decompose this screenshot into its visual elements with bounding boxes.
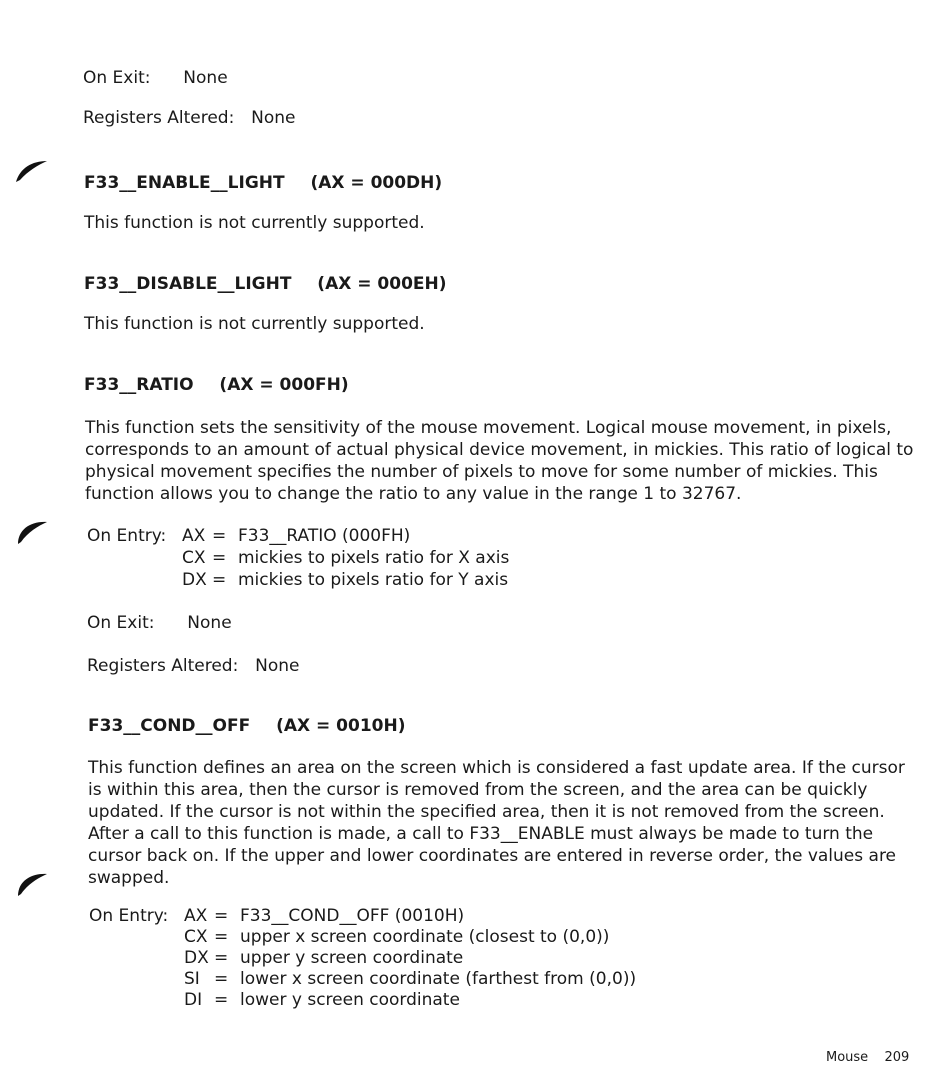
paragraph-line: This function defines an area on the screen which is considered a fast update area. If the cursor — [88, 758, 905, 778]
on-exit-value: None — [187, 613, 232, 633]
cond-off-entry-di — [184, 989, 460, 1011]
register-desc: mickies to pixels ratio for Y axis — [238, 570, 509, 590]
ratio-entry-cx — [182, 547, 509, 569]
paragraph-line: cursor back on. If the upper and lower coordinates are entered in reverse order, the values are — [88, 846, 897, 866]
register-desc: upper x screen coordinate (closest to (0,0)) — [240, 927, 610, 947]
binding-mark-icon — [14, 518, 48, 546]
page-footer — [826, 1047, 909, 1069]
paragraph-line: This function sets the sensitivity of the mouse movement. Logical mouse movement, in pixels, — [85, 418, 892, 438]
register-name: AX — [184, 906, 208, 926]
disable-light-text: This function is not currently supported. — [84, 314, 425, 334]
heading-code: (AX = 000DH) — [310, 173, 443, 193]
on-exit-value: None — [183, 68, 228, 88]
register-name: DX — [182, 570, 207, 590]
ratio-registers-altered — [87, 655, 300, 677]
heading-name: F33__DISABLE__LIGHT — [84, 274, 292, 294]
registers-label: Registers Altered: — [87, 656, 239, 676]
ratio-paragraph — [85, 417, 913, 505]
register-name: SI — [184, 969, 200, 989]
register-equals: = — [214, 990, 229, 1010]
register-equals: = — [214, 927, 229, 947]
heading-code: (AX = 000EH) — [317, 274, 447, 294]
top-on-exit — [83, 67, 228, 89]
heading-code: (AX = 000FH) — [219, 375, 349, 395]
cond-off-entry-dx — [184, 947, 463, 969]
register-name: CX — [182, 548, 206, 568]
heading-name: F33__ENABLE__LIGHT — [84, 173, 285, 193]
top-registers-altered — [83, 107, 296, 129]
section-heading-disable-light — [84, 273, 447, 295]
register-desc: F33__RATIO (000FH) — [238, 526, 411, 546]
paragraph-line: updated. If the cursor is not within the specified area, then it is not removed from the screen. — [88, 802, 885, 822]
cond-off-on-entry-label: On Entry: — [89, 906, 169, 926]
section-heading-enable-light — [84, 172, 442, 194]
register-equals: = — [214, 906, 229, 926]
register-desc: F33__COND__OFF (0010H) — [240, 906, 465, 926]
registers-value: None — [251, 108, 296, 128]
ratio-on-entry-label: On Entry: — [87, 526, 167, 546]
heading-code: (AX = 0010H) — [276, 716, 406, 736]
register-name: AX — [182, 526, 206, 546]
register-desc: lower y screen coordinate — [240, 990, 460, 1010]
register-equals: = — [212, 526, 227, 546]
ratio-entry-ax — [182, 525, 410, 547]
paragraph-line: corresponds to an amount of actual physical device movement, in mickies. This ratio of logical to — [85, 440, 914, 460]
ratio-on-exit — [87, 612, 232, 634]
on-exit-label: On Exit: — [87, 613, 155, 633]
enable-light-text: This function is not currently supported. — [84, 213, 425, 233]
page-number: 209 — [884, 1050, 910, 1065]
registers-value: None — [255, 656, 300, 676]
register-equals: = — [214, 969, 229, 989]
paragraph-line: physical movement specifies the number of pixels to move for some number of mickies. This — [85, 462, 878, 482]
heading-name: F33__RATIO — [84, 375, 194, 395]
paragraph-line: is within this area, then the cursor is removed from the screen, and the area can be quickly — [88, 780, 868, 800]
binding-mark-icon — [14, 158, 48, 184]
register-equals: = — [214, 948, 229, 968]
footer-section: Mouse — [826, 1050, 869, 1065]
ratio-entry-dx — [182, 569, 508, 591]
paragraph-line: After a call to this function is made, a call to F33__ENABLE must always be made to turn the — [88, 824, 874, 844]
on-exit-label: On Exit: — [83, 68, 151, 88]
register-name: DI — [184, 990, 203, 1010]
cond-off-paragraph — [88, 757, 905, 889]
binding-mark-icon — [14, 870, 48, 898]
paragraph-line: swapped. — [88, 868, 170, 888]
register-equals: = — [212, 570, 227, 590]
section-heading-ratio — [84, 374, 349, 396]
register-desc: lower x screen coordinate (farthest from (0,0)) — [240, 969, 637, 989]
register-name: CX — [184, 927, 208, 947]
register-name: DX — [184, 948, 209, 968]
cond-off-entry-si — [184, 968, 636, 990]
cond-off-entry-ax — [184, 905, 464, 927]
paragraph-line: function allows you to change the ratio to any value in the range 1 to 32767. — [85, 484, 742, 504]
heading-name: F33__COND__OFF — [88, 716, 251, 736]
register-equals: = — [212, 548, 227, 568]
section-heading-cond-off — [88, 715, 406, 737]
register-desc: upper y screen coordinate — [240, 948, 464, 968]
cond-off-entry-cx — [184, 926, 609, 948]
registers-label: Registers Altered: — [83, 108, 235, 128]
register-desc: mickies to pixels ratio for X axis — [238, 548, 510, 568]
